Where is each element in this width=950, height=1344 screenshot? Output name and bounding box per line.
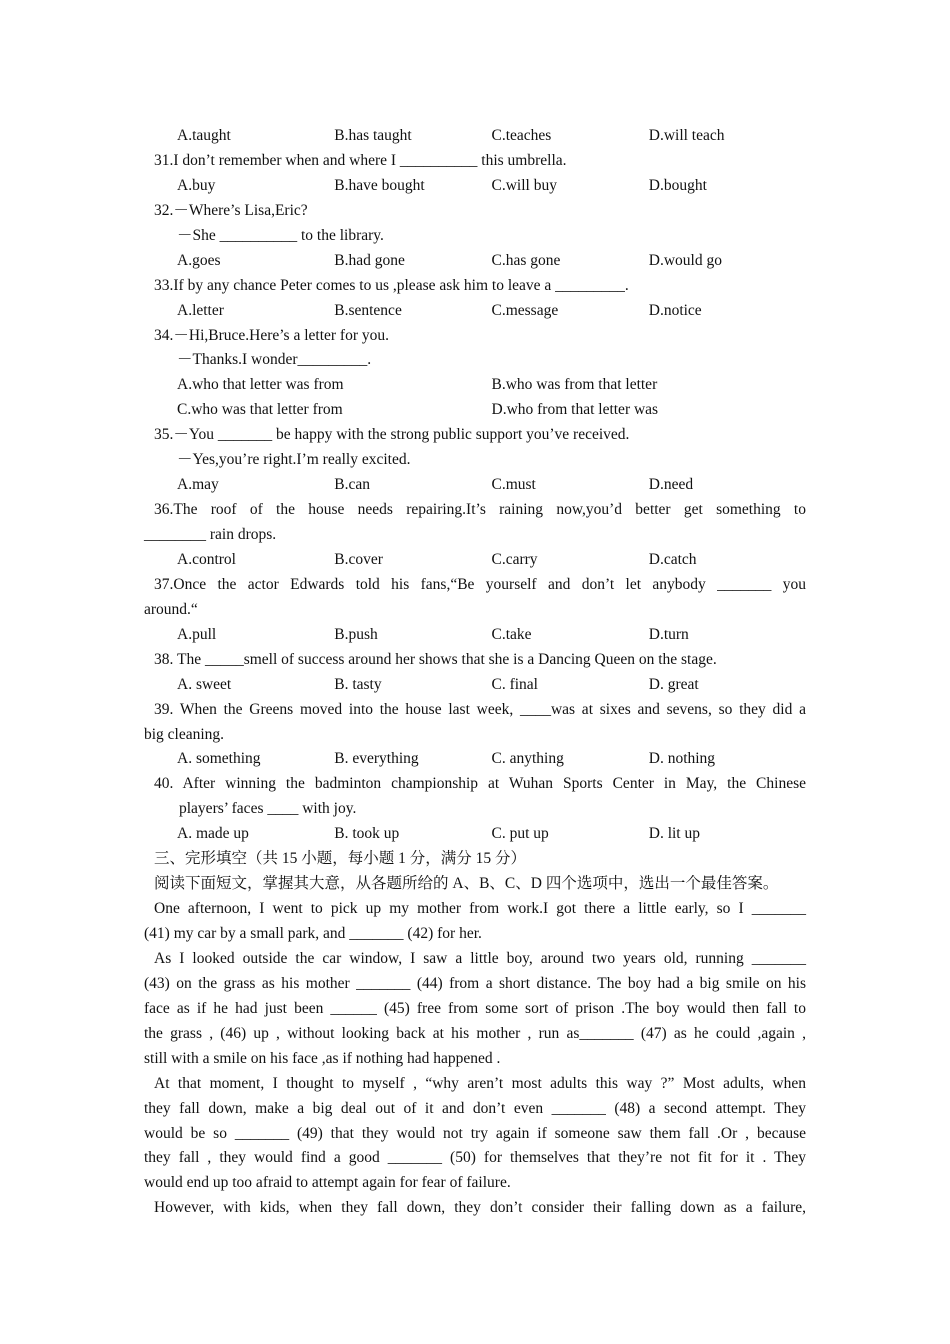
option-text: D.turn [648,625,689,643]
options-row [144,373,806,398]
option-text: A.buy [177,176,216,194]
option-text: C.must [491,476,536,494]
text-line: would end up too afraid to attempt again for fear of failure. [144,1174,511,1192]
text-line: －Yes,you’re right.I’m really excited. [177,451,411,469]
options-row [144,623,806,648]
text-line: players’ faces ____ with joy. [179,800,357,818]
options-row [144,398,806,423]
option-text: A.may [177,476,219,494]
option-text: C.message [491,301,559,319]
option-text: A.who that letter was from [177,376,344,394]
options-row [144,124,806,149]
text-line: still with a smile on his face ,as if nothing had happened . [144,1049,501,1067]
option-text: D.need [648,476,694,494]
text-line: the grass , (46) up , without looking back at his mother , run as_______ (47) as he could ,again , [144,1024,806,1042]
option-text: A.letter [177,301,224,319]
text-line: ________ rain drops. [144,526,277,543]
option-text: A.taught [177,127,231,144]
option-text: D.catch [648,550,697,568]
option-text: D. nothing [648,750,716,768]
text-line: 32.－Where’s Lisa,Eric? [154,201,308,219]
option-text: A.control [177,550,236,568]
text-line: (43) on the grass as his mother _______ (44) from a short distance. The boy had a big smile on his [144,974,806,992]
text-line: －She __________ to the library. [177,226,384,244]
option-text: C. put up [491,825,549,843]
text-line: 39. When the Greens moved into the house last week, ____was at sixes and sevens, so they did a [154,700,806,718]
option-text: A.pull [177,625,217,643]
text-line: At that moment, I thought to myself , “why aren’t most adults this way ?” Most adults, when [154,1074,806,1092]
text-line: 35.－You _______ be happy with the strong public support you’ve received. [154,426,630,444]
text-line: 33.If by any chance Peter comes to us ,please ask him to leave a _________. [154,276,629,294]
option-text: C. anything [491,750,564,768]
text-line: One afternoon, I went to pick up my mother from work.I got there a little early, so I _______ [154,900,806,918]
option-text: B.cover [334,550,383,568]
options-row [144,673,806,698]
option-text: B.have bought [334,176,425,194]
option-text: D.bought [648,176,707,194]
option-text: D.who from that letter was [491,401,659,419]
options-row [144,473,806,498]
text-line: around.“ [144,600,198,618]
option-text: B. took up [334,825,400,843]
option-text: B.sentence [334,301,402,319]
option-text: D.will teach [648,127,725,144]
options-row [144,249,806,274]
option-text: B. tasty [334,675,382,693]
option-text: A. made up [177,825,249,843]
text-line: 31.I don’t remember when and where I __________ this umbrella. [154,151,567,169]
text-line: 40. After winning the badminton championship at Wuhan Sports Center in May, the Chinese [154,775,806,793]
text-line: (41) my car by a small park, and _______ (42) for her. [144,925,482,942]
option-text: D.notice [648,301,702,319]
exam-page [144,124,806,1221]
options-row [144,747,806,772]
text-line: 37.Once the actor Edwards told his fans,“Be yourself and don’t let anybody _______ you [154,575,806,593]
options-row [144,299,806,324]
option-text: D. lit up [648,825,700,843]
option-text: D. great [648,675,699,693]
text-line: 36.The roof of the house needs repairing.It’s raining now,you’d better get something to [154,501,806,519]
option-text: B.can [334,476,370,494]
text-line: 三、完形填空（共 15 小题，每小题 1 分，满分 15 分） [154,850,527,868]
option-text: C. final [491,675,538,693]
option-text: A.goes [177,251,221,269]
option-text: D.would go [648,251,722,269]
text-line: face as if he had just been ______ (45) free from some sort of prison .The boy would then fall to [144,999,806,1017]
text-line: big cleaning. [144,725,225,743]
option-text: C.has gone [491,251,561,269]
text-line: However, with kids, when they fall down, they don’t consider their falling down as a failure, [154,1199,806,1217]
text-line: they fall , they would find a good _______ (50) for themselves that they’re not fit for it . They [144,1149,806,1167]
option-text: C.teaches [491,127,552,144]
options-row [144,822,806,847]
option-text: B.who was from that letter [491,376,658,394]
options-row [144,174,806,199]
option-text: A. sweet [177,675,232,693]
text-line: would be so _______ (49) that they would not try again if someone saw them fall .Or , because [144,1124,806,1142]
option-text: C.will buy [491,176,557,194]
option-text: B.push [334,625,378,643]
option-text: C.who was that letter from [177,401,343,419]
options-row [144,548,806,573]
text-line: －Thanks.I wonder_________. [177,351,372,369]
text-line: they fall down, make a big deal out of it and don’t even _______ (48) a second attempt. They [144,1099,806,1117]
option-text: B.had gone [334,251,405,269]
option-text: C.carry [491,550,538,568]
option-text: B. everything [334,750,419,768]
option-text: C.take [491,625,532,643]
option-text: B.has taught [334,127,412,144]
text-line: 阅读下面短文，掌握其大意，从各题所给的 A、B、C、D 四个选项中，选出一个最佳答案。 [154,875,779,893]
text-line: As I looked outside the car window, I saw a little boy, around two years old, running _______ [154,949,806,967]
option-text: A. something [177,750,261,768]
text-line: 38. The _____smell of success around her shows that she is a Dancing Queen on the stage. [154,650,717,668]
text-line: 34.－Hi,Bruce.Here’s a letter for you. [154,326,390,344]
